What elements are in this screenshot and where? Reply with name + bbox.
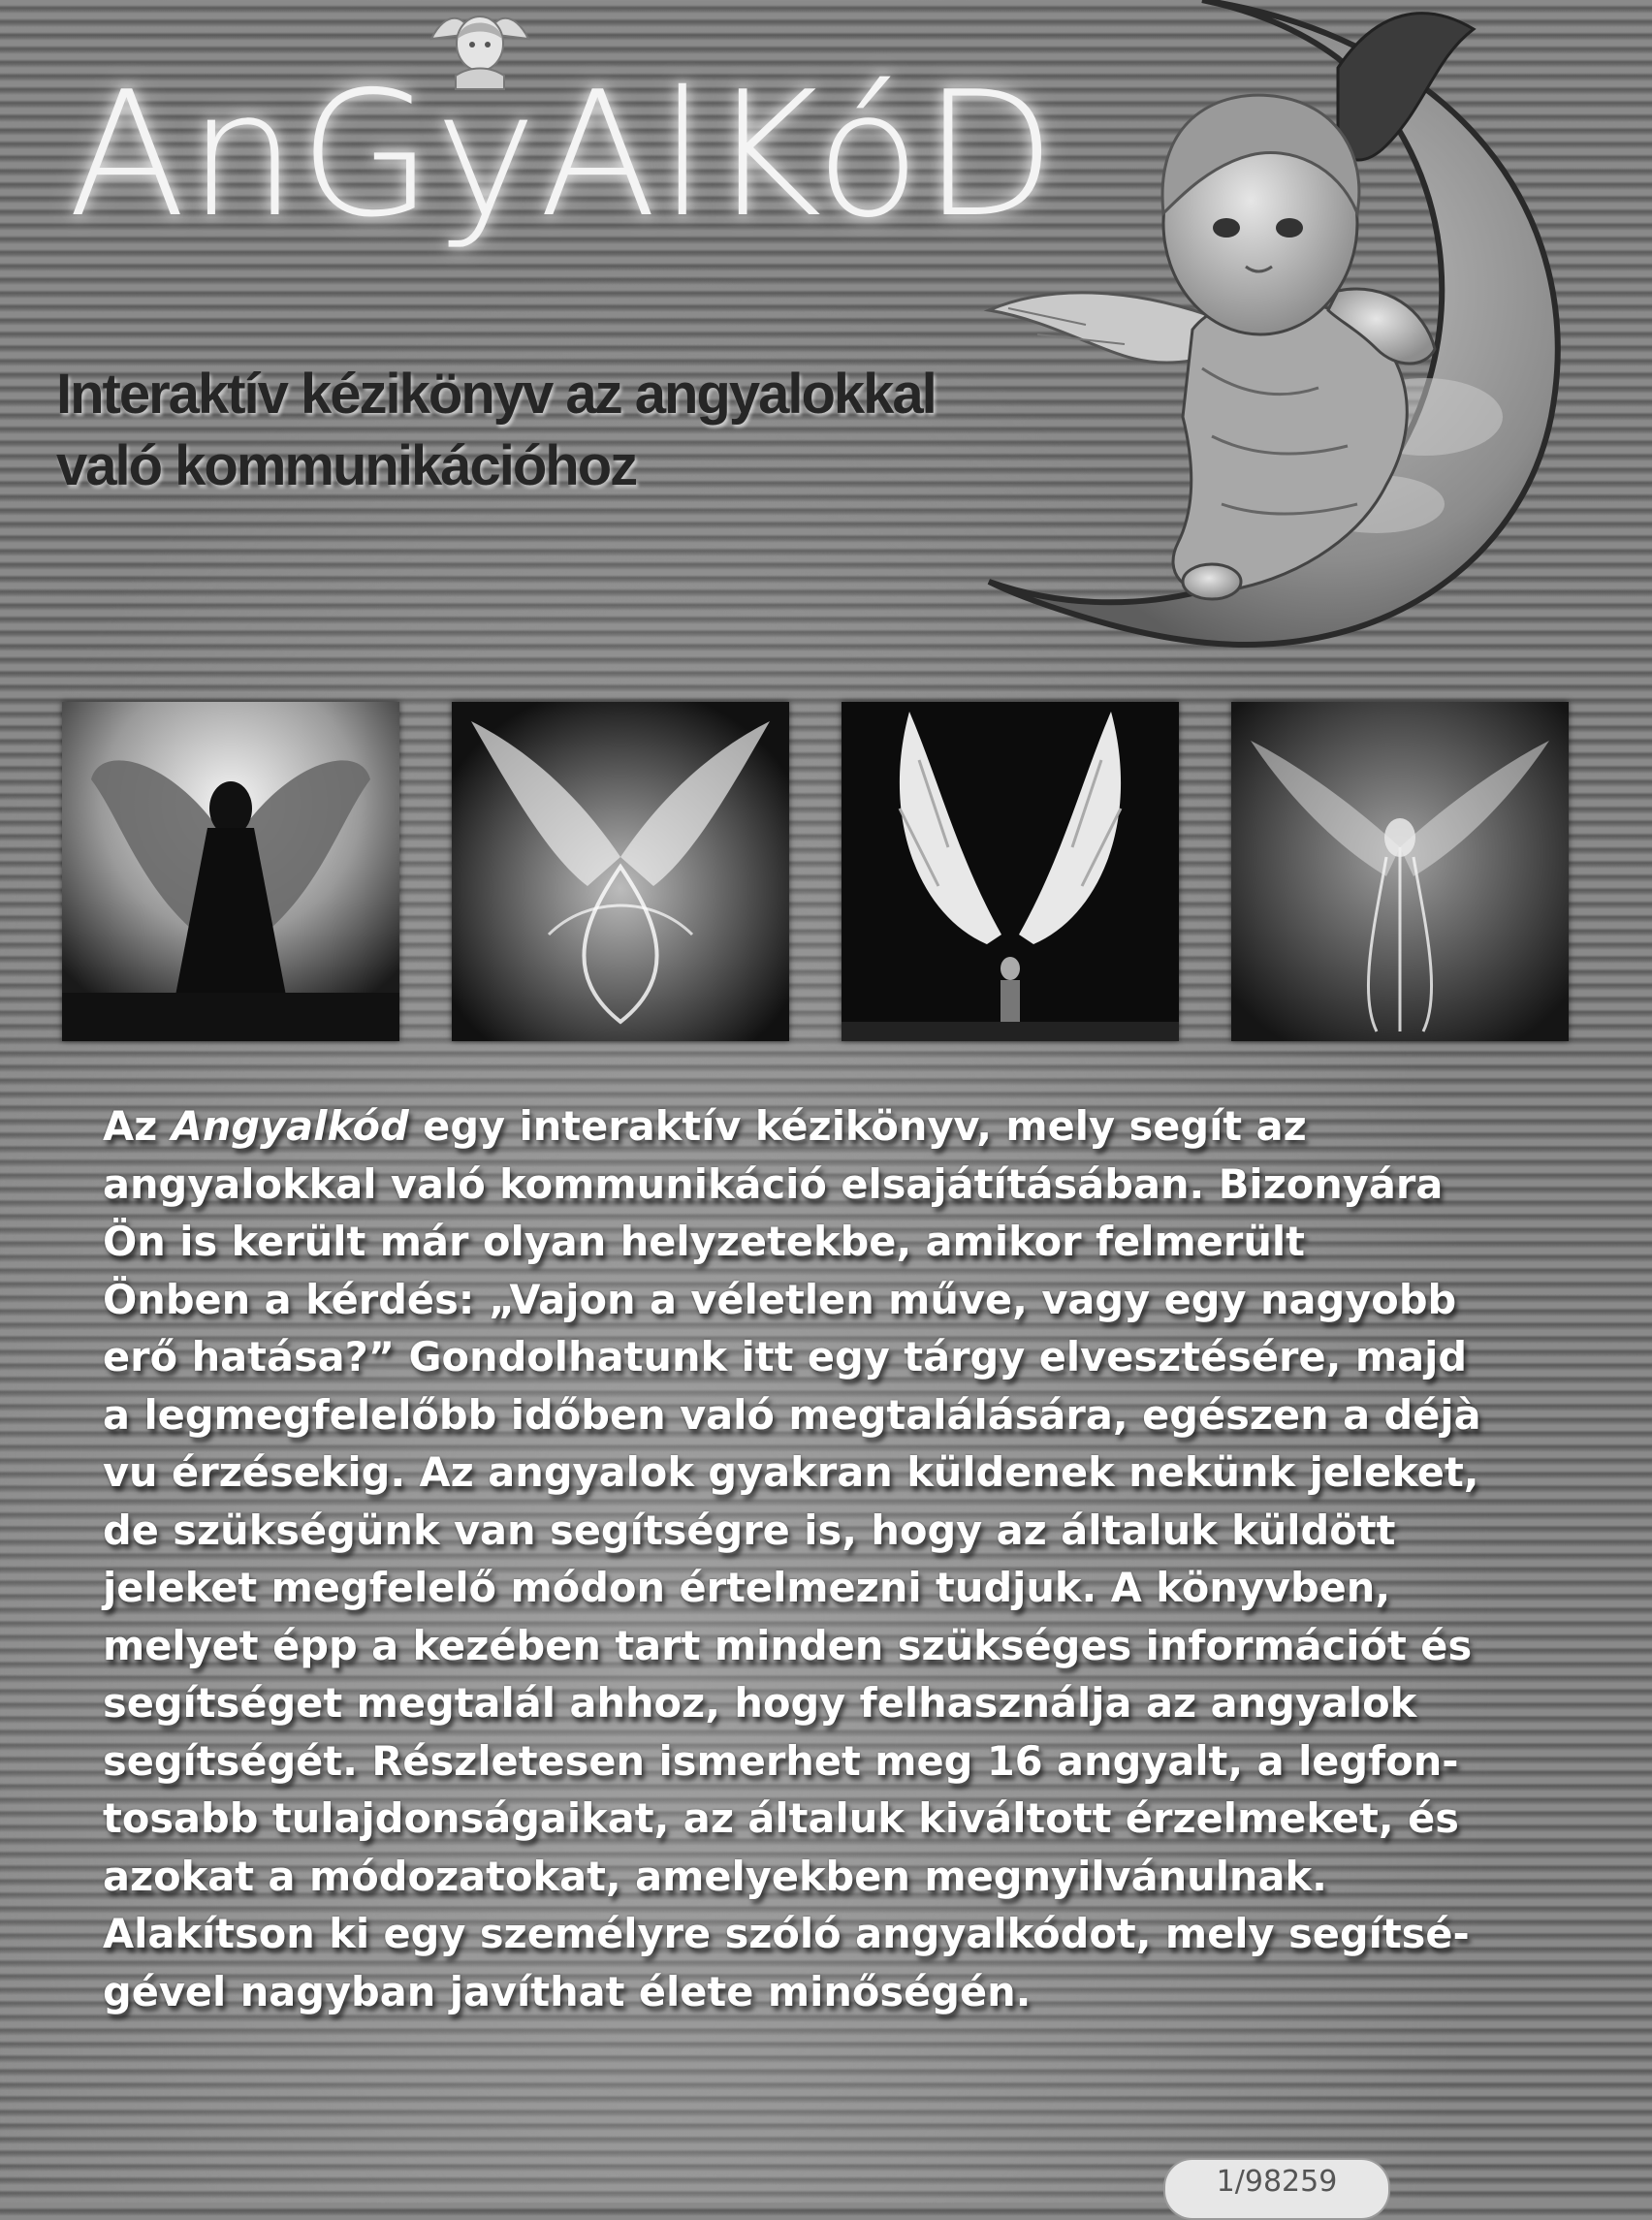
book-subtitle <box>56 359 1084 502</box>
white-wings-figure-image <box>842 702 1179 1041</box>
book-name-italic: Angyalkód <box>171 1102 409 1150</box>
description-text: Az <box>103 1102 172 1150</box>
description-line: segítségét. Részletesen ismerhet meg 16 angyalt, a legfon- <box>103 1736 1459 1785</box>
description-line: de szükségünk van segítségre is, hogy az általuk küldött <box>103 1506 1396 1554</box>
library-stamp: 1/98259 <box>1163 2158 1390 2220</box>
book-title: AnGyAlKóD <box>68 54 1058 255</box>
description-line: gével nagyban javíthat élete minőségén. <box>103 1967 1032 2015</box>
description-line: tosabb tulajdonságaikat, az általuk kiváltott érzelmeket, és <box>103 1794 1459 1842</box>
description-line: vu érzésekig. Az angyalok gyakran küldenek nekünk jeleket, <box>103 1448 1479 1496</box>
glowing-abstract-wings-image <box>452 702 789 1041</box>
description-text: egy interaktív kézikönyv, mely segít az <box>408 1102 1307 1150</box>
description-line: azokat a módozatokat, amelyekben megnyilvánulnak. <box>103 1852 1327 1900</box>
description-line: angyalokkal való kommunikáció elsajátításában. Bizonyára <box>103 1159 1444 1208</box>
description-line: segítséget megtalál ahhoz, hogy felhasználja az angyalok <box>103 1679 1417 1727</box>
description-line: Alakítson ki egy személyre szóló angyalkódot, mely segítsé- <box>103 1910 1470 1957</box>
angel-image-row <box>62 702 1563 1041</box>
subtitle-line: való kommunikációhoz <box>56 434 637 497</box>
description-line: Önben a kérdés: „Vajon a véletlen műve, vagy egy nagyobb <box>103 1275 1457 1323</box>
description-line: erő hatása?” Gondolhatunk itt egy tárgy elvesztésére, majd <box>103 1333 1468 1380</box>
description-line: melyet épp a kezében tart minden szükséges információt és <box>103 1621 1473 1669</box>
description-line: jeleket megfelelő módon értelmezni tudjuk. A könyvben, <box>103 1564 1391 1611</box>
dark-winged-figure-image <box>62 702 399 1041</box>
subtitle-line: Interaktív kézikönyv az angyalokkal <box>56 363 936 426</box>
book-description <box>103 1097 1557 2020</box>
description-line <box>103 1097 1557 1156</box>
description-line: a legmegfelelőbb időben való megtalálására, egészen a déjà <box>103 1390 1481 1439</box>
description-line: Ön is került már olyan helyzetekbe, amikor felmerült <box>103 1218 1305 1265</box>
ethereal-angel-light-image <box>1231 702 1569 1041</box>
